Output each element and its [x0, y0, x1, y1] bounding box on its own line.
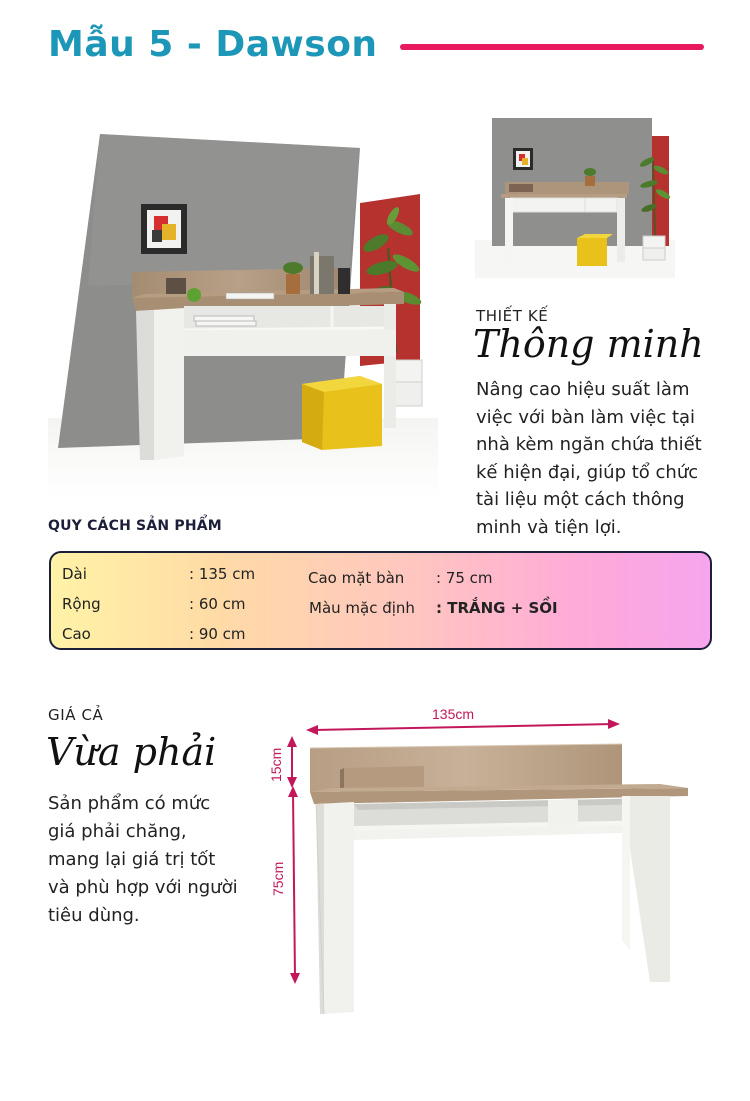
- design-kicker: THIẾT KẾ: [476, 307, 549, 325]
- spec-label-desk-height: Cao mặt bàn: [308, 569, 405, 587]
- spec-value-desk-height: : 75 cm: [436, 569, 493, 587]
- price-kicker: GIÁ CẢ: [48, 706, 104, 724]
- spec-label-height: Cao: [62, 625, 91, 643]
- specs-table: [49, 551, 712, 650]
- price-description: Sản phẩm có mức giá phải chăng, mang lại giá trị tốt và phù hợp với người tiêu dùng.: [48, 793, 238, 926]
- dimension-desk-height-label: 75cm: [270, 861, 286, 896]
- product-scene-small-image: [475, 118, 675, 278]
- price-headline: Vừa phải: [46, 730, 217, 774]
- spec-label-length: Dài: [62, 565, 87, 583]
- design-description: Nâng cao hiệu suất làm việc với bàn làm việc tại nhà kèm ngăn chứa thiết kế hiện đại, giúp tổ chức tài liệu một cách thông minh và tiện lợi.: [476, 379, 702, 538]
- spec-label-default-color: Màu mặc định: [309, 599, 415, 617]
- design-headline: Thông minh: [473, 322, 704, 366]
- spec-value-height: : 90 cm: [189, 625, 246, 643]
- spec-value-length: : 135 cm: [189, 565, 256, 583]
- spec-value-default-color: : TRẮNG + SỒI: [436, 599, 558, 617]
- page-title: Mẫu 5 - Dawson: [48, 24, 378, 65]
- specs-heading: QUY CÁCH SẢN PHẨM: [48, 518, 222, 534]
- dimension-top-height-label: 15cm: [268, 747, 284, 782]
- spec-value-width: : 60 cm: [189, 595, 246, 613]
- dimension-width-label: 135cm: [432, 706, 475, 722]
- spec-label-width: Rộng: [62, 595, 101, 613]
- title-accent-rule: [400, 44, 704, 50]
- product-scene-image: [48, 128, 438, 500]
- dimension-drawing: [262, 700, 702, 1020]
